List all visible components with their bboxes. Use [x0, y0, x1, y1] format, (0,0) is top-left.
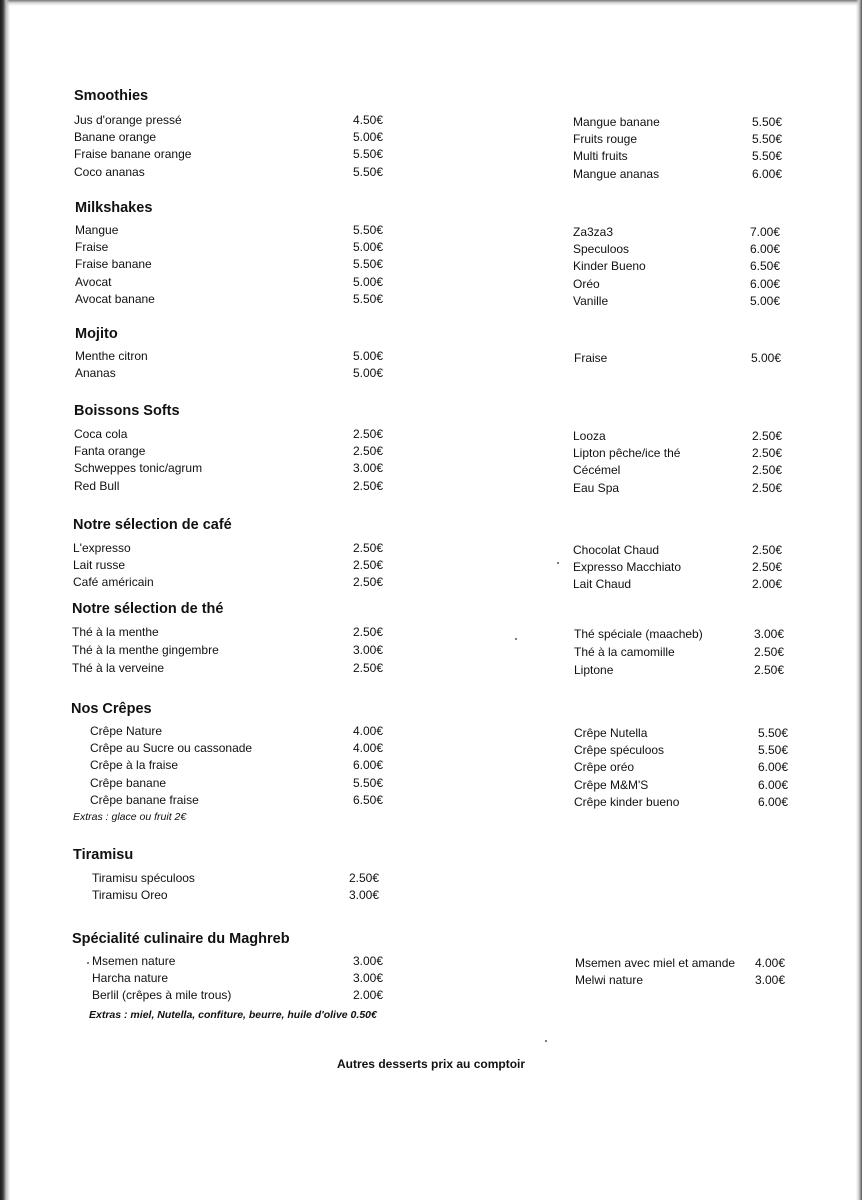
menu-item-price: 6.00€	[758, 760, 789, 774]
menu-item-price: 2.50€	[752, 560, 783, 574]
menu-item-name: Oréo	[573, 277, 600, 291]
menu-item-name: Thé à la verveine	[72, 661, 165, 675]
menu-item-price: 5.00€	[353, 240, 384, 254]
menu-item-name: Red Bull	[74, 479, 120, 493]
scan-speck	[515, 638, 517, 640]
section-heading: Spécialité culinaire du Maghreb	[72, 931, 290, 947]
menu-item-price: 5.00€	[750, 294, 781, 308]
scan-speck	[87, 962, 89, 964]
menu-item-name: Fruits rouge	[573, 132, 638, 146]
menu-item-price: 2.50€	[754, 645, 785, 659]
menu-item-price: 4.00€	[755, 956, 786, 970]
menu-item-price: 5.50€	[752, 115, 783, 129]
menu-item-price: 3.00€	[755, 973, 786, 987]
menu-item-price: 2.50€	[353, 558, 384, 572]
menu-item-name: Avocat	[75, 275, 112, 289]
menu-item-price: 2.50€	[353, 479, 384, 493]
menu-item-price: 5.50€	[353, 257, 384, 271]
menu-item-name: Banane orange	[74, 130, 157, 144]
menu-item-name: Lait Chaud	[573, 577, 632, 591]
menu-item-name: Cécémel	[573, 463, 621, 477]
menu-item-price: 2.50€	[353, 661, 384, 675]
menu-item-name: Crêpe kinder bueno	[574, 795, 680, 809]
menu-item-name: L'expresso	[73, 541, 131, 555]
menu-item-price: 5.00€	[353, 366, 384, 380]
menu-item-price: 6.50€	[750, 259, 781, 273]
menu-item-name: Chocolat Chaud	[573, 543, 660, 557]
section-heading: Tiramisu	[73, 847, 134, 863]
menu-item-name: Lipton pêche/ice thé	[573, 446, 681, 460]
menu-item-price: 5.50€	[353, 165, 384, 179]
menu-item-name: Fanta orange	[74, 444, 146, 458]
menu-item-name: Crêpe Nutella	[574, 726, 648, 740]
menu-item-price: 2.50€	[752, 543, 783, 557]
menu-item-price: 6.50€	[353, 793, 384, 807]
menu-item-price: 2.50€	[752, 446, 783, 460]
section-heading: Nos Crêpes	[71, 701, 152, 717]
menu-item-name: Za3za3	[573, 225, 614, 239]
menu-item-name: Fraise	[574, 351, 608, 365]
menu-item-name: Looza	[573, 429, 606, 443]
menu-item-name: Tiramisu spéculoos	[92, 871, 195, 885]
menu-item-name: Msemen avec miel et amande	[575, 956, 736, 970]
menu-item-name: Kinder Bueno	[573, 259, 646, 273]
menu-item-price: 7.00€	[750, 225, 781, 239]
menu-item-name: Melwi nature	[575, 973, 644, 987]
menu-item-price: 2.50€	[353, 444, 384, 458]
menu-item-price: 5.50€	[353, 223, 384, 237]
menu-item-name: Crêpe Nature	[90, 724, 163, 738]
menu-item-price: 6.00€	[750, 242, 781, 256]
menu-item-price: 3.00€	[353, 971, 384, 985]
menu-item-name: Thé à la menthe	[72, 625, 159, 639]
scan-speck	[545, 1040, 547, 1042]
menu-item-price: 2.00€	[752, 577, 783, 591]
menu-item-price: 2.50€	[752, 481, 783, 495]
menu-item-name: Crêpe à la fraise	[90, 758, 179, 772]
menu-item-price: 5.00€	[353, 275, 384, 289]
scan-edge-top	[0, 0, 862, 6]
menu-item-name: Jus d'orange pressé	[74, 113, 182, 127]
menu-item-name: Coca cola	[74, 427, 128, 441]
menu-item-name: Speculoos	[573, 242, 630, 256]
section-heading: Notre sélection de café	[73, 517, 232, 533]
menu-item-price: 2.00€	[353, 988, 384, 1002]
menu-item-name: Mangue banane	[573, 115, 660, 129]
menu-item-name: Tiramisu Oreo	[92, 888, 168, 902]
menu-item-name: Msemen nature	[92, 954, 176, 968]
menu-item-price: 2.50€	[353, 575, 384, 589]
menu-item-name: Lait russe	[73, 558, 126, 572]
menu-item-name: Multi fruits	[573, 149, 628, 163]
menu-item-price: 6.00€	[752, 167, 783, 181]
section-heading: Mojito	[75, 326, 118, 342]
menu-item-price: 3.00€	[353, 954, 384, 968]
menu-item-name: Fraise banane orange	[74, 147, 192, 161]
menu-item-name: Thé spéciale (maacheb)	[574, 627, 703, 641]
menu-item-price: 2.50€	[353, 625, 384, 639]
section-heading: Smoothies	[74, 88, 149, 104]
section-heading: Notre sélection de thé	[72, 601, 224, 617]
menu-item-price: 2.50€	[353, 541, 384, 555]
menu-item-price: 4.00€	[353, 741, 384, 755]
menu-item-price: 2.50€	[353, 427, 384, 441]
footer-note: Autres desserts prix au comptoir	[336, 1057, 526, 1071]
menu-item-name: Ananas	[75, 366, 116, 380]
menu-item-price: 5.00€	[353, 349, 384, 363]
menu-item-price: 6.00€	[750, 277, 781, 291]
menu-item-price: 5.00€	[751, 351, 782, 365]
menu-item-name: Schweppes tonic/agrum	[74, 461, 203, 475]
section-heading: Milkshakes	[75, 200, 153, 216]
extras-note: Extras : miel, Nutella, confiture, beurre, huile d'olive 0.50€	[89, 1009, 377, 1021]
scan-speck	[557, 562, 559, 564]
menu-item-name: Liptone	[574, 663, 614, 677]
menu-item-name: Avocat banane	[75, 292, 155, 306]
menu-item-name: Crêpe M&M'S	[574, 778, 649, 792]
menu-item-name: Menthe citron	[75, 349, 148, 363]
menu-item-price: 3.00€	[353, 461, 384, 475]
menu-item-price: 6.00€	[353, 758, 384, 772]
menu-item-price: 3.00€	[353, 643, 384, 657]
menu-item-name: Berlil (crêpes à mile trous)	[92, 988, 232, 1002]
menu-item-name: Café américain	[73, 575, 154, 589]
menu-item-price: 5.50€	[758, 743, 789, 757]
menu-item-price: 4.50€	[353, 113, 384, 127]
menu-item-price: 5.50€	[758, 726, 789, 740]
menu-item-name: Mangue ananas	[573, 167, 660, 181]
menu-item-price: 6.00€	[758, 795, 789, 809]
menu-item-name: Vanille	[573, 294, 609, 308]
menu-item-name: Coco ananas	[74, 165, 145, 179]
menu-item-name: Fraise	[75, 240, 109, 254]
menu-item-name: Crêpe oréo	[574, 760, 635, 774]
menu-item-price: 2.50€	[752, 429, 783, 443]
menu-item-name: Crêpe banane fraise	[90, 793, 199, 807]
scan-edge-right	[856, 0, 862, 1200]
menu-item-price: 5.50€	[752, 149, 783, 163]
menu-item-price: 2.50€	[754, 663, 785, 677]
menu-item-price: 2.50€	[349, 871, 380, 885]
menu-item-name: Harcha nature	[92, 971, 169, 985]
menu-item-name: Fraise banane	[75, 257, 152, 271]
menu-item-name: Thé à la menthe gingembre	[72, 643, 219, 657]
menu-item-price: 6.00€	[758, 778, 789, 792]
menu-item-price: 5.00€	[353, 130, 384, 144]
menu-item-name: Expresso Macchiato	[573, 560, 682, 574]
menu-item-name: Mangue	[75, 223, 119, 237]
menu-item-price: 2.50€	[752, 463, 783, 477]
menu-item-price: 3.00€	[349, 888, 380, 902]
section-heading: Boissons Softs	[74, 403, 180, 419]
menu-item-name: Crêpe spéculoos	[574, 743, 665, 757]
menu-item-price: 5.50€	[353, 292, 384, 306]
menu-item-name: Eau Spa	[573, 481, 620, 495]
extras-note: Extras : glace ou fruit 2€	[73, 811, 187, 823]
menu-item-name: Thé à la camomille	[574, 645, 675, 659]
menu-item-name: Crêpe banane	[90, 776, 167, 790]
scan-edge-left	[0, 0, 10, 1200]
menu-item-price: 3.00€	[754, 627, 785, 641]
menu-item-price: 5.50€	[752, 132, 783, 146]
menu-item-name: Crêpe au Sucre ou cassonade	[90, 741, 253, 755]
menu-item-price: 5.50€	[353, 147, 384, 161]
menu-item-price: 5.50€	[353, 776, 384, 790]
menu-item-price: 4.00€	[353, 724, 384, 738]
